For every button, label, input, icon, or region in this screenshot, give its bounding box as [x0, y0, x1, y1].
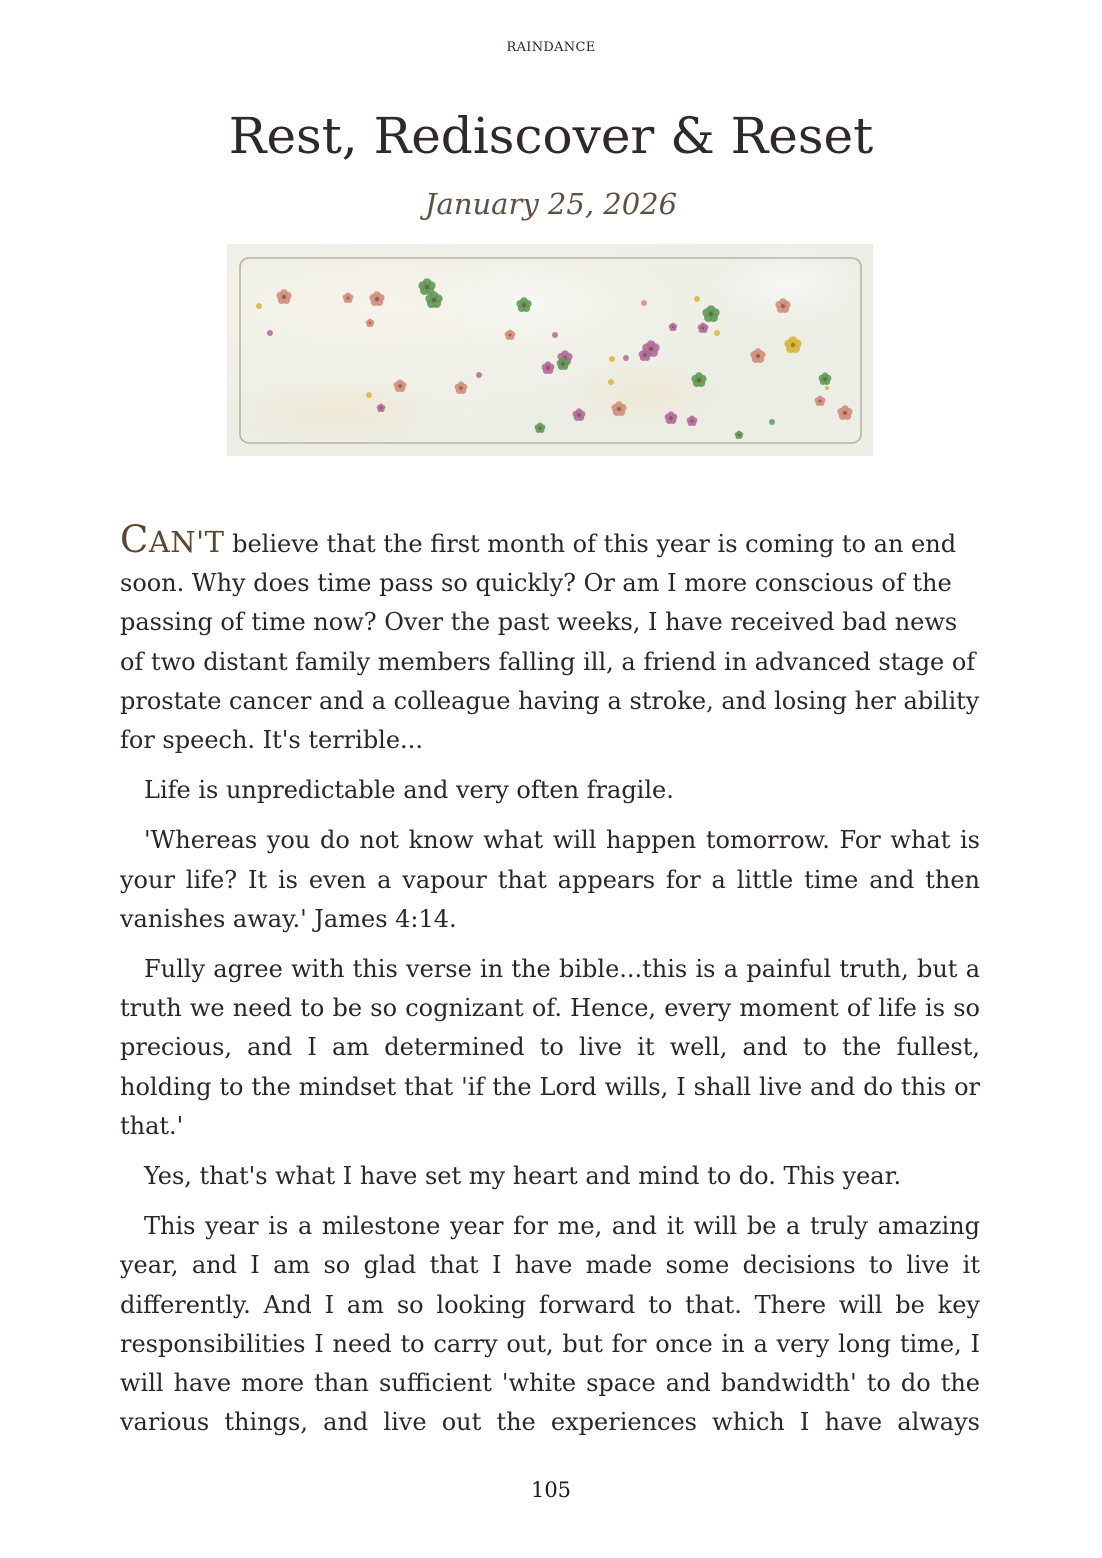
- flower-icon: [256, 303, 262, 309]
- flower-icon: [694, 296, 700, 302]
- floral-banner-illustration: [227, 244, 873, 456]
- paragraph-1: CAN'T believe that the first month of this year is coming to an end soon. Why does time pass so quickly? Or am I more conscious of the passing of time now? Over the past weeks, I have received bad news of two distant family members falling ill, a friend in advanced stage of prostate cancer and a colleague having a stroke, and losing her ability for speech. It's terrible...: [120, 518, 980, 755]
- paragraph-3: 'Whereas you do not know what will happen tomorrow. For what is your life? It is even a vapour that appears for a little time and then vanishes away.' James 4:14.: [120, 826, 980, 933]
- paragraph-6: This year is a milestone year for me, and it will be a truly amazing year, and I am so glad that I have made some decisions to live it differently. And I am so looking forward to that. There will be key responsibilities I need to carry out, but for once in a very long time, I will have more than sufficient 'white space and bandwidth' to do the various things, and live out the experiences which I have always: [120, 1212, 980, 1437]
- paragraph-2: Life is unpredictable and very often fragile.: [144, 776, 674, 805]
- flower-icon: [825, 386, 829, 390]
- flower-icon: [623, 355, 629, 361]
- flower-icon: [769, 419, 775, 425]
- flower-icon: [476, 372, 482, 378]
- flower-icon: [714, 330, 720, 336]
- article-date: January 25, 2026: [424, 187, 678, 221]
- paragraph-4: Fully agree with this verse in the bible...this is a painful truth, but a truth we need to be so cognizant of. Hence, every moment of life is so precious, and I am determined to live it well, and to the fullest, holding to the mindset that 'if the Lord wills, I shall live and do this or that.': [120, 955, 980, 1140]
- drop-cap-word: CAN'T: [120, 518, 225, 561]
- page-number: 105: [530, 1478, 572, 1502]
- flower-icon: [552, 332, 558, 338]
- flower-icon: [609, 356, 615, 362]
- page-title: Rest, Rediscover & Reset: [228, 107, 874, 165]
- flower-icon: [641, 300, 647, 306]
- paragraph-5: Yes, that's what I have set my heart and mind to do. This year.: [144, 1162, 902, 1191]
- article-body: [120, 520, 980, 1453]
- running-head: RAINDANCE: [506, 40, 596, 55]
- flower-icon: [267, 330, 273, 336]
- flower-icon: [608, 379, 614, 385]
- flower-icon: [366, 392, 372, 398]
